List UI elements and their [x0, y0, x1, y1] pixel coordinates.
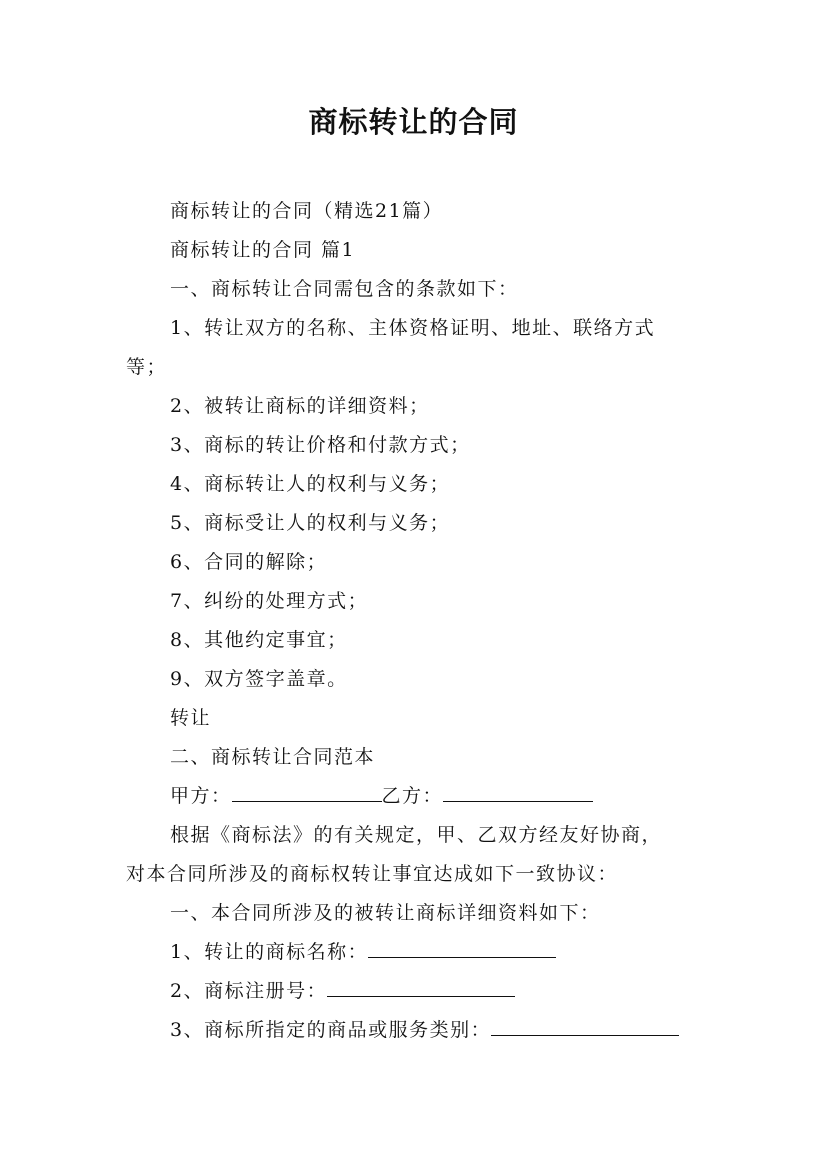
- clause-1-line2: 等；: [126, 356, 168, 378]
- intro-line2: 对本合同所涉及的商标权转让事宜达成如下一致协议：: [126, 863, 619, 885]
- clause-3: 3、商标的转让价格和付款方式；: [170, 434, 471, 456]
- field-registration-number-label: 2、商标注册号：: [170, 980, 328, 1002]
- party-a-label: 甲方：: [170, 785, 232, 807]
- party-b-blank: [443, 779, 593, 802]
- subtitle: 商标转让的合同（精选21篇）: [170, 200, 444, 222]
- intro-line1: 根据《商标法》的有关规定，甲、乙双方经友好协商，: [170, 824, 663, 846]
- clause-5: 5、商标受让人的权利与义务；: [170, 512, 451, 534]
- field-trademark-name: [126, 933, 706, 972]
- field-goods-category-blank: [491, 1013, 679, 1036]
- field-registration-number-blank: [327, 974, 515, 997]
- parties-line: [126, 777, 706, 816]
- chapter-heading: 商标转让的合同 篇1: [170, 239, 356, 261]
- article1-heading: 一、本合同所涉及的被转让商标详细资料如下：: [170, 902, 601, 924]
- party-a-blank: [232, 779, 382, 802]
- section1-heading: 一、商标转让合同需包含的条款如下：: [170, 278, 519, 300]
- field-goods-category: [126, 1011, 706, 1050]
- field-registration-number: [126, 972, 706, 1011]
- transfer-word: 转让: [170, 707, 212, 729]
- section2-heading: 二、商标转让合同范本: [170, 746, 376, 768]
- clause-4: 4、商标转让人的权利与义务；: [170, 473, 451, 495]
- field-trademark-name-blank: [368, 935, 556, 958]
- party-b-label: 乙方：: [381, 785, 444, 807]
- clause-2: 2、被转让商标的详细资料；: [170, 395, 430, 417]
- clause-7: 7、纠纷的处理方式；: [170, 590, 369, 612]
- clause-1-line1: 1、转让双方的名称、主体资格证明、地址、联络方式: [170, 317, 656, 339]
- field-trademark-name-label: 1、转让的商标名称：: [170, 941, 369, 963]
- clause-6: 6、合同的解除；: [170, 551, 328, 573]
- clause-8: 8、其他约定事宜；: [170, 629, 348, 651]
- document-body: [126, 192, 706, 1050]
- clause-9: 9、双方签字盖章。: [170, 668, 348, 690]
- document-title: 商标转让的合同: [308, 105, 519, 139]
- field-goods-category-label: 3、商标所指定的商品或服务类别：: [170, 1019, 492, 1041]
